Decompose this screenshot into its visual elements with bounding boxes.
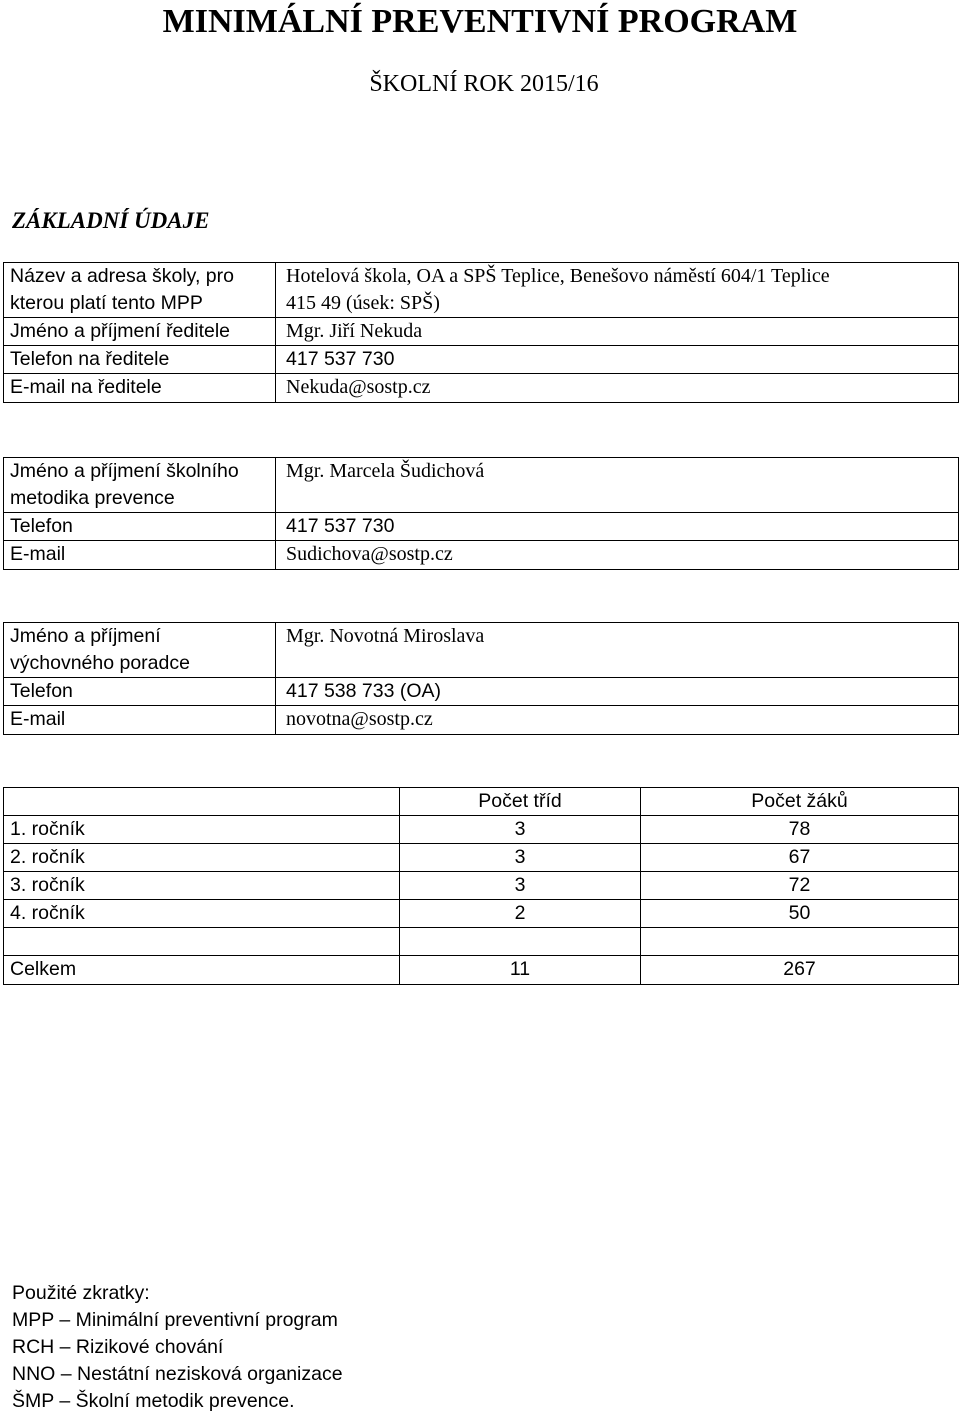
table-row	[4, 374, 959, 403]
table-row-total	[4, 956, 959, 985]
school-name-value-line2: 415 49 (úsek: SPŠ)	[286, 292, 440, 314]
director-phone-value: 417 537 730	[286, 348, 395, 370]
director-email-value: Nekuda@sostp.cz	[286, 376, 431, 398]
table-row	[4, 458, 959, 513]
abbreviation-item: MPP – Minimální preventivní program	[12, 1309, 338, 1331]
poradce-phone-label: Telefon	[10, 680, 73, 702]
school-name-value	[276, 263, 958, 317]
poradce-email-label: E-mail	[10, 708, 66, 730]
poradce-name-label-line2: výchovného poradce	[10, 652, 190, 674]
poradce-email-value: novotna@sostp.cz	[286, 708, 433, 730]
poradce-table	[3, 622, 959, 735]
abbreviations-block	[12, 1280, 343, 1415]
table-row	[4, 678, 959, 706]
director-phone-label: Telefon na ředitele	[10, 348, 170, 370]
director-value: Mgr. Jiří Nekuda	[286, 320, 423, 342]
table-row	[4, 263, 959, 318]
poradce-phone-value: 417 538 733 (OA)	[286, 680, 442, 702]
metodik-name-value: Mgr. Marcela Šudichová	[286, 460, 485, 482]
row-students: 72	[788, 874, 811, 896]
director-email-label: E-mail na ředitele	[10, 376, 162, 398]
table-row	[4, 513, 959, 541]
blank-cell	[4, 928, 399, 955]
school-name-value-line1: Hotelová škola, OA a SPŠ Teplice, Benešovo náměstí 604/1 Teplice	[286, 265, 830, 287]
table-row	[4, 872, 959, 900]
document-title: MINIMÁLNÍ PREVENTIVNÍ PROGRAM	[162, 3, 798, 40]
table-row	[4, 346, 959, 374]
table-row	[4, 318, 959, 346]
poradce-name-value: Mgr. Novotná Miroslava	[286, 625, 485, 647]
metodik-email-value: Sudichova@sostp.cz	[286, 543, 453, 565]
document-subtitle: ŠKOLNÍ ROK 2015/16	[369, 71, 599, 97]
table-row	[4, 900, 959, 928]
poradce-name-label	[4, 623, 275, 677]
metodik-name-label-line2: metodika prevence	[10, 487, 175, 509]
table-row	[4, 844, 959, 872]
total-students: 267	[783, 958, 816, 980]
row-label: 3. ročník	[10, 874, 85, 896]
total-label: Celkem	[10, 958, 77, 980]
total-classes: 11	[509, 958, 531, 980]
row-students: 67	[788, 846, 811, 868]
abbreviation-item: NNO – Nestátní nezisková organizace	[12, 1363, 343, 1385]
table-row	[4, 706, 959, 735]
metodik-email-label: E-mail	[10, 543, 66, 565]
metodik-name-label-line1: Jméno a příjmení školního	[10, 460, 239, 482]
table-header-row	[4, 788, 959, 816]
row-classes: 3	[514, 846, 526, 868]
table-row	[4, 541, 959, 570]
section-heading: ZÁKLADNÍ ÚDAJE	[12, 208, 210, 233]
row-classes: 2	[514, 902, 526, 924]
table-row	[4, 816, 959, 844]
row-label: 1. ročník	[10, 818, 85, 840]
metodik-phone-value: 417 537 730	[286, 515, 395, 537]
row-students: 50	[788, 902, 811, 924]
row-students: 78	[788, 818, 811, 840]
school-name-label-line2: kterou platí tento MPP	[10, 292, 203, 314]
metodik-name-label	[4, 458, 275, 512]
abbreviations-heading: Použité zkratky:	[12, 1282, 150, 1304]
header-classes: Počet tříd	[478, 790, 562, 812]
metodik-phone-label: Telefon	[10, 515, 73, 537]
abbreviation-item: ŠMP – Školní metodik prevence.	[12, 1390, 295, 1412]
row-classes: 3	[514, 874, 526, 896]
school-name-label	[4, 263, 275, 317]
row-classes: 3	[514, 818, 526, 840]
school-info-table	[3, 262, 959, 403]
row-label: 2. ročník	[10, 846, 85, 868]
poradce-name-label-line1: Jméno a příjmení	[10, 625, 161, 647]
director-label: Jméno a příjmení ředitele	[10, 320, 231, 342]
classes-table	[3, 787, 959, 985]
row-label: 4. ročník	[10, 902, 85, 924]
school-name-label-line1: Název a adresa školy, pro	[10, 265, 234, 287]
header-students: Počet žáků	[751, 790, 848, 812]
table-row-blank	[4, 928, 959, 956]
table-row	[4, 623, 959, 678]
metodik-table	[3, 457, 959, 570]
abbreviation-item: RCH – Rizikové chování	[12, 1336, 224, 1358]
